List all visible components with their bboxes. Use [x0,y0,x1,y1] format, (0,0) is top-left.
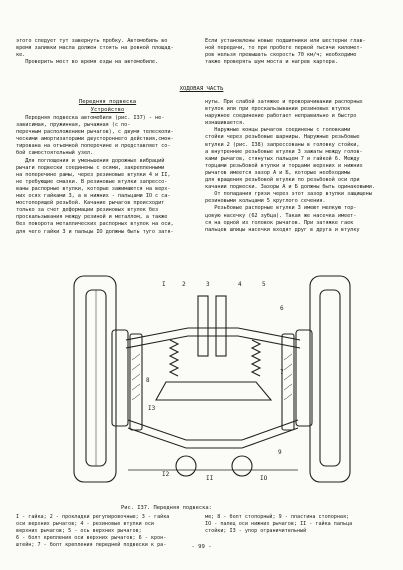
right-column-text: нуты. При слабой затяжке и проворачивании распорных втулок или при проскальзывании резиновых втулок наружное соединение работает неправильно и быстро изнашивается. Наружные концы рычагов соединены с головками стойки через резьбовые шарниры. Наружные резьбовые втулки 2 (рис. I38) запрессованы в головку стойки, а внутренние резьбовые втулки 3 зажаты между голов- ками рычагов, стянутых пальцем 7 и гайкой 6. Между торцами резьбовой втулки и торцами верхних и нижних рычагов имеется зазор А и Б, которые необходимы для вращения резьбовой втулки по резьбовой оси при качании подвески. Зазоры А и Б должны быть одинаковыми. От попадания грязи через этот зазор втулки защищены резиновыми кольцами 5 круглого сечения. Резьбовые распорные втулки 3 имеют мелкую тор- цовую насечку (62 зубца). Такая же насечка имеет- ся на одной из головок рычагов. При затяжке гаек пальцев шлицы насечки входят друг в друга и втулку [205,99,375,233]
figure-label-3: 3 [206,281,210,288]
left-wheel-tire [74,276,116,482]
figure-label-8: 8 [146,377,150,384]
top-left-paragraph: этого следует тут завернуть пробку. Автомобиль во время заливки масла должен стоять на ровной площад- ке. Проверить мост во время езды на автомобиле. [16,38,174,66]
figure-label-2: 2 [182,281,186,288]
figure-label-6: 6 [280,305,284,312]
figure-legend-left: I - гайка; 2 - прокладки регулировочные; 3 - гайка оси верхних рычагов; 4 - резиновые втулки оси верхних рычагов; 5 - ось верхних рычагов; 6 - болт крепления оси верхних рычагов; 6 - крон- штейн; 7 - болт крепления передней подвески к ра- [16,514,170,548]
figure-label-12: I2 [162,471,170,478]
figure-label-10: IO [260,475,268,482]
coil-spring-right [252,340,260,376]
section-title: ХОДОВАЯ ЧАСТЬ [179,86,224,92]
figure-label-13: I3 [148,405,156,412]
subsection-title: Передняя подвеска [78,99,137,105]
front-suspension-drawing [66,270,358,505]
upper-arm [126,328,300,340]
figure-legend-right: ме; 8 - болт стопорный; 9 - пластина стопорная; IO - палец оси нижних рычагов; II - гайка пальца стойки; I3 - упор ограничительный [205,514,353,534]
figure-label-5: 5 [262,281,266,288]
crossmember [156,382,271,400]
figure-label-1: I [162,281,166,288]
figure-label-11: II [206,475,214,482]
figure-caption: Рис. I37. Передняя подвеска: [121,505,212,511]
coil-spring-left [170,340,178,376]
figure-label-9: 9 [278,449,282,456]
page-number: - 99 - [191,544,212,550]
top-right-paragraph: Если установлены новые подшипники или шестерни глав- ной передачи, то при пробеге первой тысячи километ- ров нельзя превышать скорость 70 км/ч; необходимо также проверять шум моста и нагрев картера. [205,38,366,66]
shock-absorber [198,296,208,356]
right-wheel-tire [310,276,350,482]
figure-label-4: 4 [238,281,242,288]
left-column-text: Передняя подвеска автомобиля (рис. I37) - не- зависимая, пружинная, рычажная (с по- перечным расположением рычагов), с двумя телескопи- ческими амортизаторами двустороннего действия,смон- тирована на отъемной поперечине и представляет со- бой самостоятельный узел. Для поглощения и уменьшения дорожных вибраций рычаги подвески соединены с осями, закрепленными на поперечине рамы, через резиновые втулки 4 и II, не требующие смазки. В резиновые втулки запрессо- ваны распорные втулки, которые зажимаются на верх- них осях гайками 3, а в нижних - пальцами IO с са- мостопорящей резьбой. Качание рычагов происходит только за счет деформации резиновых втулок без проскальзывания между резиной и металлом, а также без поворота металлических распорных втулок на оси, для чего гайки 3 и пальцы IO должны быть туго затя- [16,115,174,235]
subsubsection-title: Устройство [90,107,125,113]
figure-label-7: 7 [280,369,284,376]
